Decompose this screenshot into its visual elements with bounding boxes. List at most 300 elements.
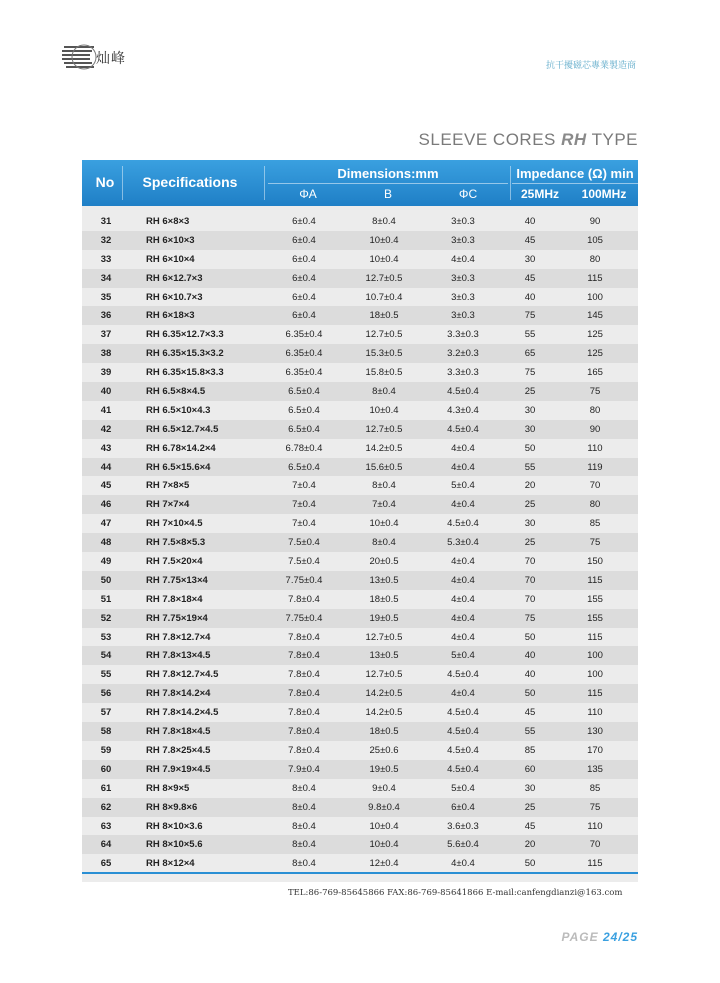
cell-25mhz: 55: [524, 329, 536, 341]
cell-25mhz: 30: [524, 404, 536, 416]
cell-b: 8±0.4: [372, 386, 396, 398]
cell-phi-c: 4.5±0.4: [447, 423, 479, 435]
page-number: 24/25: [602, 930, 638, 944]
cell-spec: RH 6.35×12.7×3.3: [146, 329, 224, 341]
cell-no: 63: [100, 820, 112, 832]
cell-phi-a: 6.35±0.4: [285, 367, 323, 379]
cell-spec: RH 6.35×15.8×3.3: [146, 367, 224, 379]
table-row: [82, 703, 638, 722]
table-row: [82, 609, 638, 628]
cell-b: 12.7±0.5: [365, 631, 403, 643]
cell-100mhz: 115: [587, 272, 603, 284]
cell-25mhz: 50: [524, 631, 536, 643]
cell-100mhz: 119: [587, 461, 603, 473]
cell-phi-a: 7.8±0.4: [288, 707, 320, 719]
cell-phi-a: 7.5±0.4: [288, 537, 320, 549]
cell-no: 40: [100, 386, 112, 398]
header-25mhz: 25MHz: [520, 187, 559, 201]
cell-100mhz: 110: [587, 820, 603, 832]
table-row: [82, 722, 638, 741]
cell-b: 10.7±0.4: [365, 291, 403, 303]
table-header: [82, 160, 638, 206]
table-row: [82, 306, 638, 325]
cell-spec: RH 7.8×14.2×4: [146, 688, 211, 700]
cell-100mhz: 125: [587, 348, 603, 360]
cell-phi-a: 6±0.4: [292, 234, 316, 246]
cell-phi-c: 5±0.4: [451, 480, 475, 492]
cell-phi-a: 6.5±0.4: [288, 404, 320, 416]
cell-b: 7±0.4: [372, 499, 396, 511]
title-light: SLEEVE CORES: [418, 130, 556, 149]
cell-phi-c: 4±0.4: [451, 499, 475, 511]
header-divider: [512, 183, 638, 184]
header-spec: Specifications: [142, 174, 238, 190]
cell-phi-a: 6.5±0.4: [288, 386, 320, 398]
cell-phi-a: 6.78±0.4: [285, 442, 323, 454]
cell-100mhz: 150: [587, 556, 603, 568]
cell-phi-a: 8±0.4: [292, 839, 316, 851]
cell-no: 64: [100, 839, 112, 851]
cell-25mhz: 50: [524, 858, 536, 870]
company-slogan: 抗干擾磁芯專業製造商: [545, 61, 636, 71]
cell-25mhz: 25: [524, 537, 536, 549]
cell-no: 56: [100, 688, 112, 700]
cell-spec: RH 7.8×13×4.5: [146, 650, 211, 662]
table-row: [82, 344, 638, 363]
cell-phi-c: 3±0.3: [451, 291, 475, 303]
cell-25mhz: 40: [524, 669, 536, 681]
cell-b: 18±0.5: [369, 726, 399, 738]
cell-b: 10±0.4: [369, 253, 399, 265]
cell-b: 19±0.5: [369, 612, 399, 624]
cell-spec: RH 6.5×12.7×4.5: [146, 423, 219, 435]
cell-no: 58: [100, 726, 112, 738]
cell-no: 53: [100, 631, 112, 643]
cell-b: 12.7±0.5: [365, 329, 403, 341]
cell-phi-c: 4.5±0.4: [447, 518, 479, 530]
cell-phi-c: 4±0.4: [451, 688, 475, 700]
header-no: No: [95, 174, 115, 190]
cell-b: 14.2±0.5: [365, 707, 403, 719]
cell-b: 13±0.5: [369, 650, 399, 662]
cell-b: 8±0.4: [372, 216, 396, 227]
cell-phi-a: 7±0.4: [292, 499, 316, 511]
cell-100mhz: 125: [587, 329, 603, 341]
cell-b: 15.3±0.5: [365, 348, 403, 360]
cell-100mhz: 90: [589, 423, 601, 435]
cell-spec: RH 8×10×3.6: [146, 820, 203, 832]
cell-phi-a: 7.8±0.4: [288, 744, 320, 756]
cell-spec: RH 7×8×5: [146, 480, 190, 492]
table-row: [82, 476, 638, 495]
cell-25mhz: 30: [524, 253, 536, 265]
cell-phi-c: 4.5±0.4: [447, 669, 479, 681]
cell-25mhz: 30: [524, 782, 536, 794]
cell-b: 14.2±0.5: [365, 442, 403, 454]
cell-phi-a: 7±0.4: [292, 518, 316, 530]
cell-b: 19±0.5: [369, 763, 399, 775]
table-row: [82, 817, 638, 836]
cell-spec: RH 8×12×4: [146, 858, 195, 870]
cell-no: 39: [100, 367, 112, 379]
footer-contact: TEL:86-769-85645866 FAX:86-769-85641866 E-mail:canfengdianzi@163.com: [288, 888, 623, 898]
cell-no: 38: [100, 348, 112, 360]
cell-phi-c: 4±0.4: [451, 631, 475, 643]
cell-no: 34: [100, 272, 112, 284]
cell-phi-c: 4.5±0.4: [447, 726, 479, 738]
cell-b: 10±0.4: [369, 839, 399, 851]
cell-25mhz: 40: [524, 650, 536, 662]
section-title: [419, 130, 638, 150]
cell-no: 62: [100, 801, 112, 813]
cell-phi-a: 7.8±0.4: [288, 688, 320, 700]
cell-25mhz: 45: [524, 707, 536, 719]
table-row: [82, 684, 638, 703]
table-row: [82, 288, 638, 307]
cell-phi-c: 3.3±0.3: [447, 367, 479, 379]
cell-spec: RH 6.78×14.2×4: [146, 442, 216, 454]
cell-phi-c: 3.6±0.3: [447, 820, 479, 832]
cell-100mhz: 100: [587, 669, 603, 681]
cell-no: 61: [100, 782, 112, 794]
cell-no: 31: [100, 216, 112, 227]
cell-b: 18±0.5: [369, 310, 399, 322]
cell-phi-c: 5.6±0.4: [447, 839, 479, 851]
cell-100mhz: 100: [587, 650, 603, 662]
cell-100mhz: 155: [587, 612, 603, 624]
table-row: [82, 382, 638, 401]
cell-phi-a: 7.9±0.4: [288, 763, 320, 775]
cell-phi-a: 8±0.4: [292, 801, 316, 813]
cell-phi-c: 4±0.4: [451, 442, 475, 454]
cell-phi-c: 3±0.3: [451, 216, 475, 227]
table-row: [82, 363, 638, 382]
cell-25mhz: 45: [524, 820, 536, 832]
cell-no: 36: [100, 310, 112, 322]
cell-phi-c: 4.5±0.4: [447, 707, 479, 719]
cell-25mhz: 40: [524, 291, 536, 303]
table-row: [82, 495, 638, 514]
table-row: [82, 439, 638, 458]
logo-text: 灿峰: [96, 51, 126, 67]
cell-100mhz: 70: [589, 839, 601, 851]
cell-spec: RH 8×9.8×6: [146, 801, 198, 813]
page-label: [562, 930, 639, 944]
page-prefix: PAGE: [561, 930, 599, 944]
cell-phi-a: 8±0.4: [292, 820, 316, 832]
cell-no: 50: [100, 574, 112, 586]
cell-100mhz: 115: [587, 574, 603, 586]
header-divider: [268, 183, 508, 184]
table-row: [82, 250, 638, 269]
cell-phi-a: 6±0.4: [292, 272, 316, 284]
title-tail: TYPE: [591, 130, 638, 149]
cell-100mhz: 85: [589, 782, 601, 794]
table-row: [82, 665, 638, 684]
cell-phi-c: 4.5±0.4: [447, 744, 479, 756]
cell-spec: RH 7.8×12.7×4.5: [146, 669, 219, 681]
cell-phi-c: 4±0.4: [451, 556, 475, 568]
cell-no: 45: [100, 480, 112, 492]
cell-no: 43: [100, 442, 112, 454]
cell-no: 51: [100, 593, 112, 605]
cell-phi-c: 4±0.4: [451, 593, 475, 605]
table-row: [82, 628, 638, 647]
table-row: [82, 590, 638, 609]
cell-b: 12.7±0.5: [365, 272, 403, 284]
cell-100mhz: 75: [589, 537, 601, 549]
cell-no: 35: [100, 291, 112, 303]
cell-phi-c: 3±0.3: [451, 234, 475, 246]
cell-100mhz: 110: [587, 707, 603, 719]
cell-phi-c: 5±0.4: [451, 650, 475, 662]
cell-spec: RH 7.8×14.2×4.5: [146, 707, 219, 719]
cell-b: 13±0.5: [369, 574, 399, 586]
cell-100mhz: 85: [589, 518, 601, 530]
table-row: [82, 533, 638, 552]
cell-b: 9.8±0.4: [368, 801, 400, 813]
cell-25mhz: 30: [524, 423, 536, 435]
cell-phi-c: 4±0.4: [451, 858, 475, 870]
cell-25mhz: 30: [524, 518, 536, 530]
spec-table: [82, 160, 638, 882]
cell-spec: RH 7.8×18×4: [146, 593, 203, 605]
cell-no: 33: [100, 253, 112, 265]
table-row: [82, 798, 638, 817]
cell-spec: RH 7.75×13×4: [146, 574, 208, 586]
cell-25mhz: 25: [524, 386, 536, 398]
cell-spec: RH 6.5×15.6×4: [146, 461, 211, 473]
header-phi-a: ΦA: [299, 187, 317, 201]
cell-phi-a: 7.8±0.4: [288, 593, 320, 605]
cell-100mhz: 90: [589, 216, 601, 227]
table-row: [82, 552, 638, 571]
cell-b: 15.6±0.5: [365, 461, 403, 473]
cell-b: 8±0.4: [372, 480, 396, 492]
cell-100mhz: 145: [587, 310, 603, 322]
table-row: [82, 646, 638, 665]
cell-b: 10±0.4: [369, 518, 399, 530]
table-row: [82, 231, 638, 250]
cell-spec: RH 7.8×18×4.5: [146, 726, 211, 738]
cell-b: 10±0.4: [369, 404, 399, 416]
cell-b: 20±0.5: [369, 556, 399, 568]
cell-25mhz: 25: [524, 499, 536, 511]
cell-phi-a: 6.35±0.4: [285, 329, 323, 341]
cell-phi-a: 7.8±0.4: [288, 726, 320, 738]
cell-phi-c: 5±0.4: [451, 782, 475, 794]
cell-no: 44: [100, 461, 112, 473]
cell-25mhz: 25: [524, 801, 536, 813]
cell-b: 12.7±0.5: [365, 669, 403, 681]
cell-phi-a: 7.8±0.4: [288, 631, 320, 643]
header-dimensions: Dimensions:mm: [337, 166, 439, 181]
cell-100mhz: 70: [589, 480, 601, 492]
cell-100mhz: 165: [587, 367, 603, 379]
cell-spec: RH 6×12.7×3: [146, 272, 203, 284]
cell-25mhz: 65: [524, 348, 536, 360]
cell-b: 12±0.4: [369, 858, 399, 870]
cell-b: 14.2±0.5: [365, 688, 403, 700]
cell-no: 49: [100, 556, 112, 568]
cell-phi-a: 8±0.4: [292, 782, 316, 794]
cell-phi-a: 7.8±0.4: [288, 669, 320, 681]
cell-25mhz: 70: [524, 574, 536, 586]
cell-spec: RH 7.75×19×4: [146, 612, 208, 624]
cell-100mhz: 110: [587, 442, 603, 454]
cell-25mhz: 50: [524, 442, 536, 454]
cell-b: 18±0.5: [369, 593, 399, 605]
table-row: [82, 212, 638, 231]
cell-b: 9±0.4: [372, 782, 396, 794]
table-row: [82, 854, 638, 873]
cell-25mhz: 50: [524, 688, 536, 700]
cell-phi-a: 7.75±0.4: [285, 612, 323, 624]
title-bold: RH: [561, 130, 587, 149]
header-impedance: Impedance (Ω) min: [516, 166, 634, 181]
cell-spec: RH 6×10.7×3: [146, 291, 203, 303]
cell-phi-c: 4±0.4: [451, 253, 475, 265]
cell-100mhz: 130: [587, 726, 603, 738]
cell-b: 10±0.4: [369, 820, 399, 832]
cell-spec: RH 7.8×25×4.5: [146, 744, 211, 756]
cell-phi-a: 6.5±0.4: [288, 423, 320, 435]
cell-spec: RH 7.9×19×4.5: [146, 763, 211, 775]
cell-b: 25±0.6: [369, 744, 399, 756]
header-b: B: [383, 187, 392, 201]
table-row: [82, 269, 638, 288]
cell-no: 57: [100, 707, 112, 719]
cell-b: 10±0.4: [369, 234, 399, 246]
cell-25mhz: 75: [524, 310, 536, 322]
cell-phi-a: 6±0.4: [292, 216, 316, 227]
cell-no: 47: [100, 518, 112, 530]
table-row: [82, 420, 638, 439]
header-phi-c: ΦC: [458, 187, 478, 201]
cell-spec: RH 6×8×3: [146, 216, 190, 227]
cell-spec: RH 8×9×5: [146, 782, 190, 794]
cell-100mhz: 135: [587, 763, 603, 775]
cell-phi-a: 7±0.4: [292, 480, 316, 492]
cell-phi-c: 3.3±0.3: [447, 329, 479, 341]
cell-spec: RH 6×10×4: [146, 253, 195, 265]
table-row: [82, 571, 638, 590]
cell-b: 15.8±0.5: [365, 367, 403, 379]
cell-25mhz: 55: [524, 461, 536, 473]
cell-25mhz: 75: [524, 612, 536, 624]
table-row: [82, 760, 638, 779]
cell-100mhz: 80: [589, 404, 601, 416]
header-100mhz: 100MHz: [581, 187, 627, 201]
cell-phi-c: 4±0.4: [451, 574, 475, 586]
table-row: [82, 779, 638, 798]
cell-no: 65: [100, 858, 112, 870]
cell-100mhz: 100: [587, 291, 603, 303]
table-row: [82, 835, 638, 854]
cell-phi-a: 6±0.4: [292, 253, 316, 265]
cell-phi-c: 4±0.4: [451, 461, 475, 473]
cell-no: 46: [100, 499, 112, 511]
cell-phi-a: 8±0.4: [292, 858, 316, 870]
cell-spec: RH 7×10×4.5: [146, 518, 203, 530]
cell-25mhz: 85: [524, 744, 536, 756]
table-row: [82, 401, 638, 420]
cell-phi-c: 3.2±0.3: [447, 348, 479, 360]
cell-25mhz: 45: [524, 272, 536, 284]
cell-no: 48: [100, 537, 112, 549]
cell-25mhz: 20: [524, 839, 536, 851]
table-body: [82, 212, 638, 873]
table-bottom-rule: [82, 872, 638, 874]
cell-spec: RH 6×10×3: [146, 234, 195, 246]
cell-no: 52: [100, 612, 112, 624]
cell-25mhz: 75: [524, 367, 536, 379]
cell-b: 12.7±0.5: [365, 423, 403, 435]
cell-spec: RH 7.8×12.7×4: [146, 631, 211, 643]
cell-phi-c: 3±0.3: [451, 272, 475, 284]
cell-spec: RH 7×7×4: [146, 499, 190, 511]
cell-100mhz: 75: [589, 386, 601, 398]
cell-phi-c: 4.5±0.4: [447, 386, 479, 398]
table-row: [82, 514, 638, 533]
cell-phi-a: 7.5±0.4: [288, 556, 320, 568]
table-row: [82, 458, 638, 477]
cell-25mhz: 40: [524, 216, 536, 227]
cell-25mhz: 70: [524, 593, 536, 605]
cell-25mhz: 45: [524, 234, 536, 246]
cell-100mhz: 80: [589, 499, 601, 511]
cell-100mhz: 105: [587, 234, 603, 246]
cell-no: 32: [100, 234, 112, 246]
cell-25mhz: 60: [524, 763, 536, 775]
cell-no: 55: [100, 669, 112, 681]
cell-spec: RH 7.5×8×5.3: [146, 537, 206, 549]
cell-spec: RH 6×18×3: [146, 310, 195, 322]
cell-phi-a: 6.35±0.4: [285, 348, 323, 360]
cell-phi-c: 4±0.4: [451, 612, 475, 624]
cell-phi-c: 4.3±0.4: [447, 404, 479, 416]
cell-phi-a: 6.5±0.4: [288, 461, 320, 473]
cell-100mhz: 75: [589, 801, 601, 813]
cell-phi-a: 6±0.4: [292, 310, 316, 322]
cell-spec: RH 6.35×15.3×3.2: [146, 348, 224, 360]
cell-100mhz: 115: [587, 858, 603, 870]
cell-25mhz: 70: [524, 556, 536, 568]
cell-spec: RH 8×10×5.6: [146, 839, 203, 851]
cell-no: 60: [100, 763, 112, 775]
table-row: [82, 325, 638, 344]
cell-spec: RH 6.5×8×4.5: [146, 386, 206, 398]
cell-no: 37: [100, 329, 112, 341]
cell-phi-c: 6±0.4: [451, 801, 475, 813]
cell-phi-c: 3±0.3: [451, 310, 475, 322]
cell-100mhz: 80: [589, 253, 601, 265]
cell-spec: RH 6.5×10×4.3: [146, 404, 211, 416]
cell-phi-c: 5.3±0.4: [447, 537, 479, 549]
cell-phi-a: 6±0.4: [292, 291, 316, 303]
cell-no: 54: [100, 650, 112, 662]
cell-spec: RH 7.5×20×4: [146, 556, 203, 568]
cell-25mhz: 20: [524, 480, 536, 492]
header-divider: [264, 166, 265, 200]
cell-100mhz: 115: [587, 631, 603, 643]
cell-phi-a: 7.75±0.4: [285, 574, 323, 586]
header-divider: [122, 166, 123, 200]
cell-no: 42: [100, 423, 112, 435]
table-row: [82, 741, 638, 760]
cell-no: 59: [100, 744, 112, 756]
cell-100mhz: 115: [587, 688, 603, 700]
